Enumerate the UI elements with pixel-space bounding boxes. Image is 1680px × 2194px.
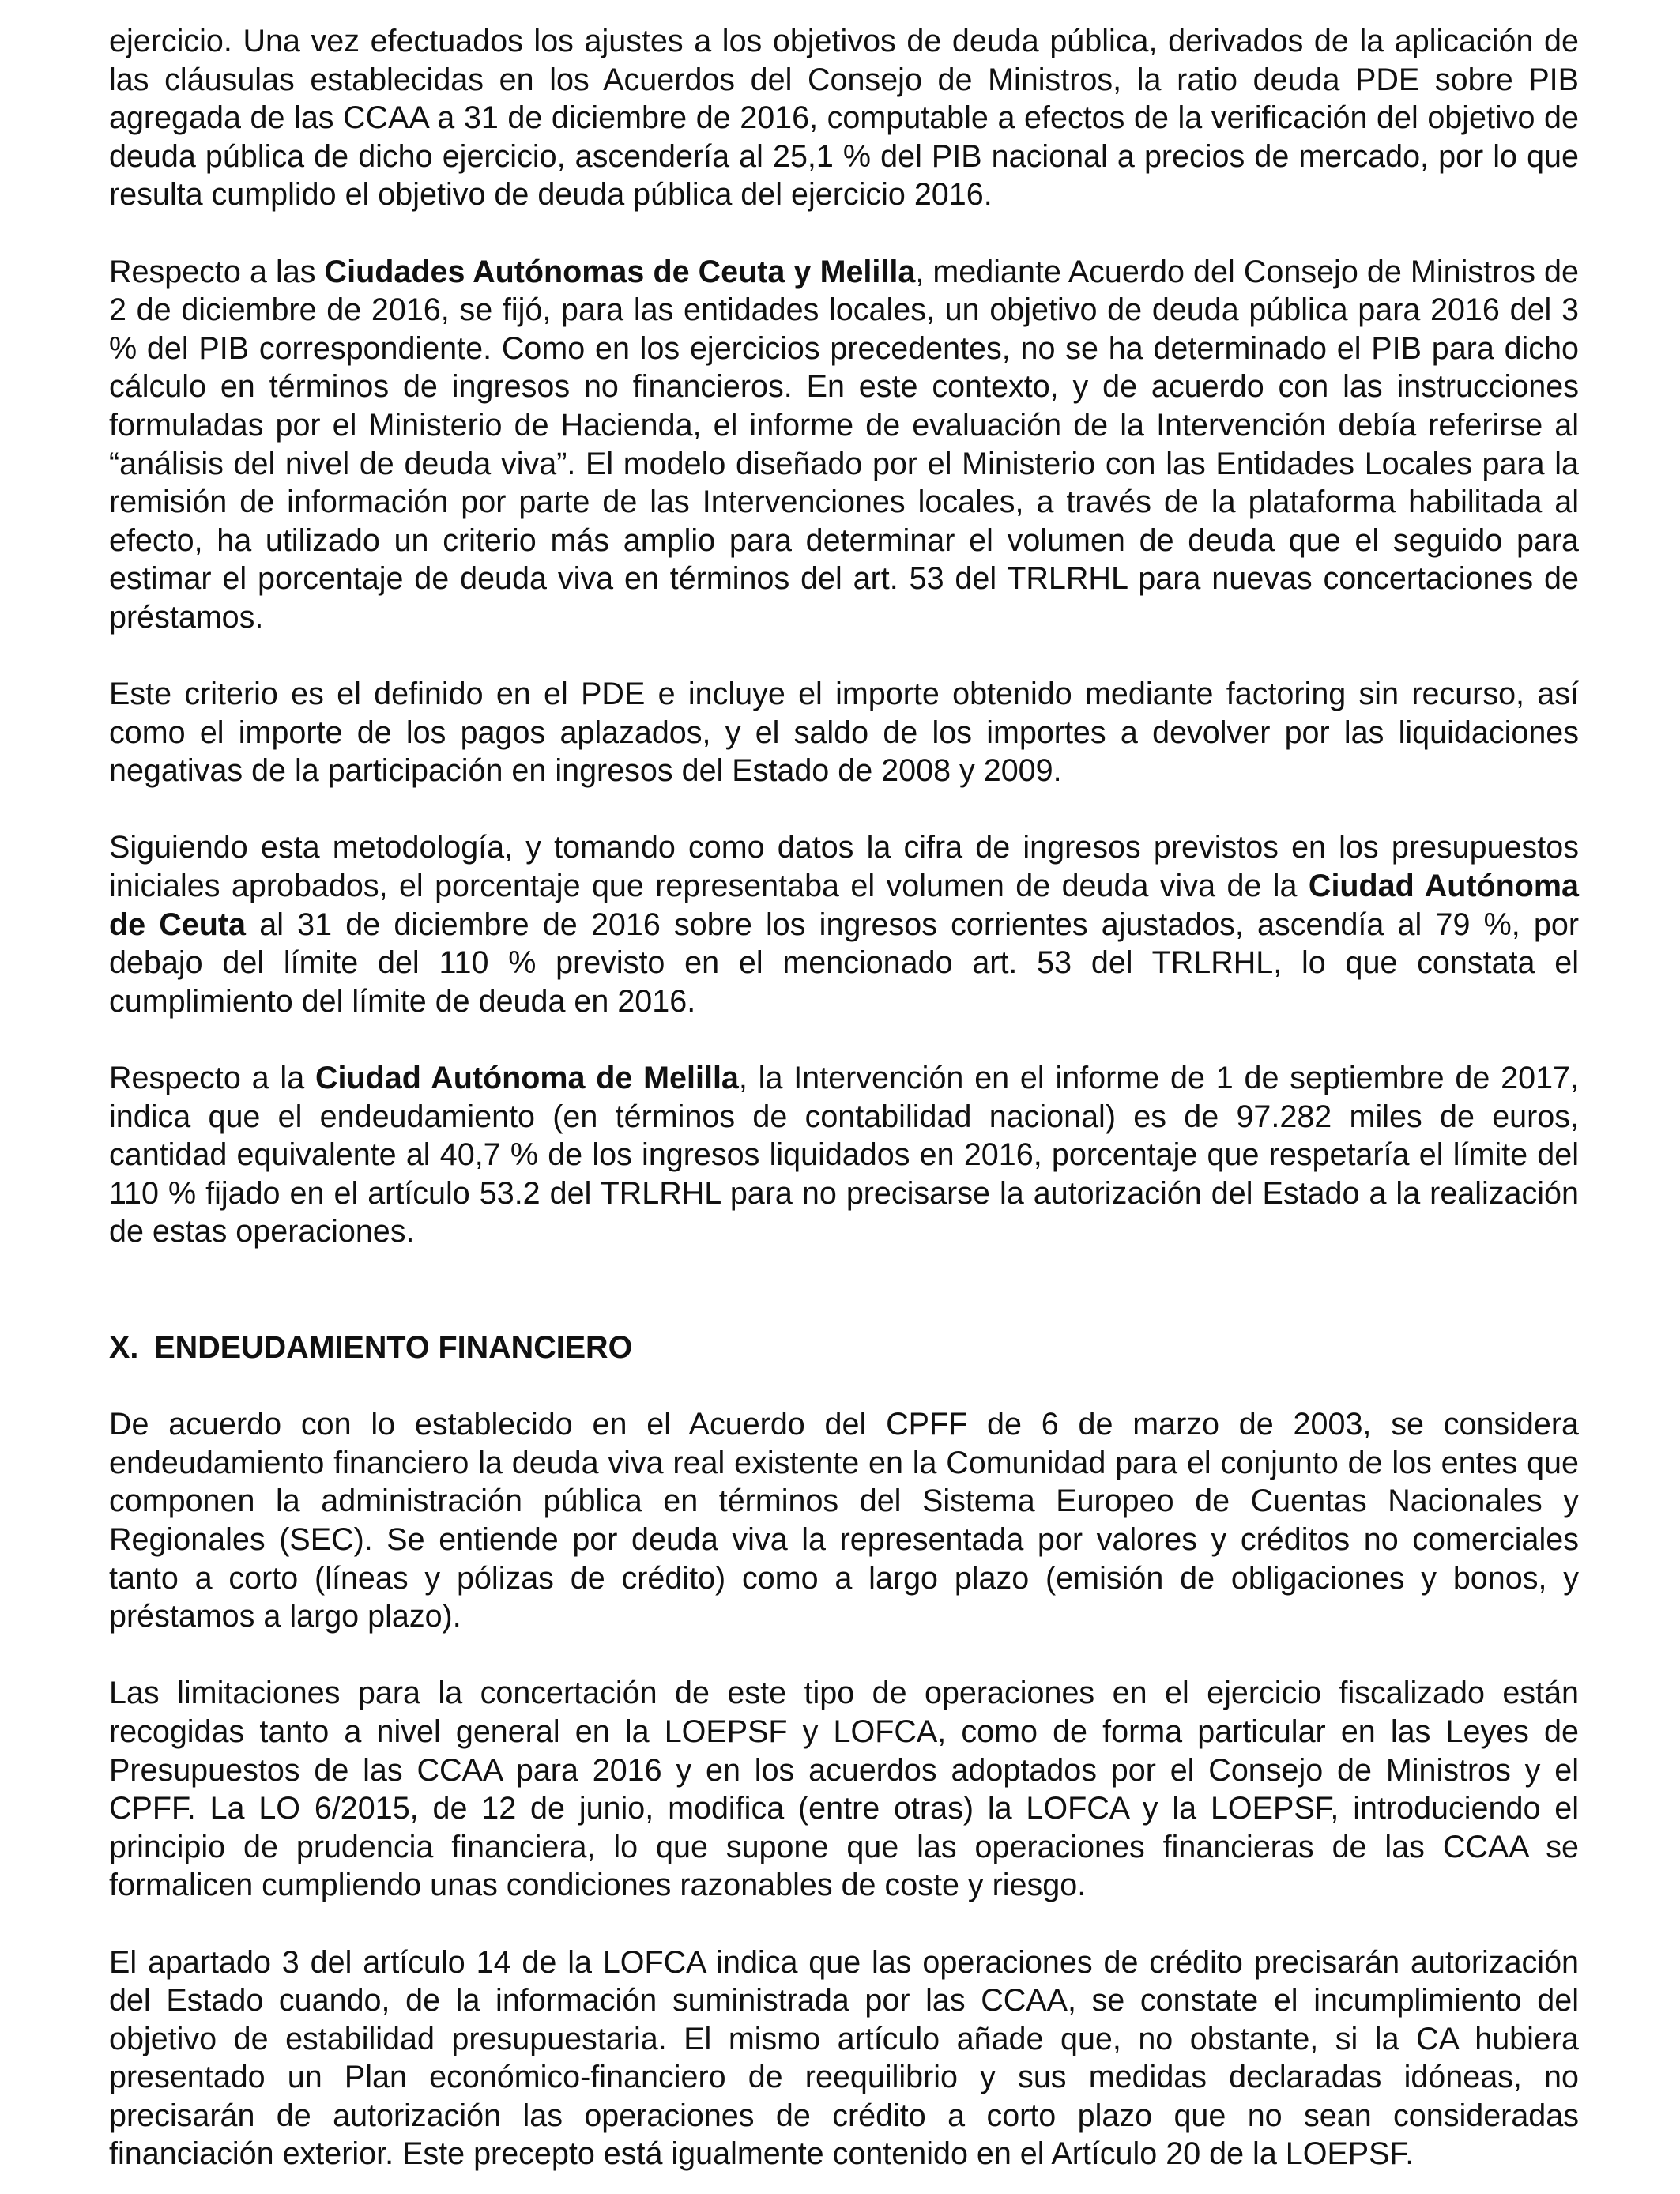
paragraph-text: , la Intervención en el informe de 1 de septiembre de 2017, indica que el endeudamiento (en términos de contabilidad nacional) es de 97.282 miles de euros, cantidad equivalente al 40,7 % de los ingresos liquidados en 2016, porcentaje que respetaría el límite del 110 % fijado en el artículo 53.2 del TRLRHL para no precisarse la autorización del Estado a la realización de estas operaciones. [109, 1061, 1579, 1250]
document-page [109, 22, 1579, 2173]
bold-term-melilla: Ciudad Autónoma de Melilla [315, 1061, 739, 1096]
paragraph-text: Siguiendo esta metodología, y tomando como datos la cifra de ingresos previstos en los presupuestos iniciales aprobados, el porcentaje que representaba el volumen de deuda viva de la [109, 830, 1579, 904]
bold-term-ceuta: Ciudad Autónoma de Ceuta [109, 869, 1579, 942]
section-number: X. [109, 1330, 139, 1365]
paragraph-criterio-pde: Este criterio es el definido en el PDE e incluye el importe obtenido mediante factoring sin recurso, así como el importe de los pagos aplazados, y el saldo de los importes a devolver por las liquidaciones negativas de la participación en ingresos del Estado de 2008 y 2009. [109, 677, 1579, 789]
paragraph-text: al 31 de diciembre de 2016 sobre los ingresos corrientes ajustados, ascendía al 79 %, por debajo del límite del 110 % previsto en el mencionado art. 53 del TRLRHL, lo que constata el cumplimiento del límite de deuda en 2016. [109, 907, 1579, 1019]
section-heading [109, 1329, 1579, 1367]
bold-term-ciudades-autonomas: Ciudades Autónomas de Ceuta y Melilla [324, 254, 916, 289]
paragraph-lofca-articulo-14: El apartado 3 del artículo 14 de la LOFCA indica que las operaciones de crédito precisarán autorización del Estado cuando, de la información suministrada por las CCAA, se constate el incumplimiento del objetivo de estabilidad presupuestaria. El mismo artículo añade que, no obstante, si la CA hubiera presentado un Plan económico-financiero de reequilibrio y sus medidas declaradas idóneas, no precisarán de autorización las operaciones de crédito a corto plazo que no sean consideradas financiación exterior. Este precepto está igualmente contenido en el Artículo 20 de la LOEPSF. [109, 1944, 1579, 2172]
paragraph-ceuta-deuda [109, 828, 1579, 1020]
paragraph-melilla-deuda [109, 1059, 1579, 1251]
paragraph-text: , mediante Acuerdo del Consejo de Ministros de 2 de diciembre de 2016, se fijó, para las entidades locales, un objetivo de deuda pública para 2016 del 3 % del PIB correspondiente. Como en los ejercicios precedentes, no se ha determinado el PIB para dicho cálculo en términos de ingresos no financieros. En este contexto, y de acuerdo con las instrucciones formuladas por el Ministerio de Hacienda, el informe de evaluación de la Intervención debía referirse al “análisis del nivel de deuda viva”. El modelo diseñado por el Ministerio con las Entidades Locales para la remisión de información por parte de las Intervenciones locales, a través de la plataforma habilitada al efecto, ha utilizado un criterio más amplio para determinar el volumen de deuda que el seguido para estimar el porcentaje de deuda viva en términos del art. 53 del TRLRHL para nuevas concertaciones de préstamos. [109, 254, 1579, 635]
paragraph-deuda-ccaa: ejercicio. Una vez efectuados los ajustes a los objetivos de deuda pública, derivados de la aplicación de las cláusulas establecidas en los Acuerdos del Consejo de Ministros, la ratio deuda PDE sobre PIB agregada de las CCAA a 31 de diciembre de 2016, computable a efectos de la verificación del objetivo de deuda pública de dicho ejercicio, ascendería al 25,1 % del PIB nacional a precios de mercado, por lo que resulta cumplido el objetivo de deuda pública del ejercicio 2016. [109, 24, 1579, 213]
section-title: ENDEUDAMIENTO FINANCIERO [154, 1330, 633, 1365]
paragraph-text: Respecto a las [109, 254, 325, 289]
paragraph-text: Respecto a la [109, 1061, 315, 1096]
paragraph-definicion-endeudamiento: De acuerdo con lo establecido en el Acuerdo del CPFF de 6 de marzo de 2003, se considera endeudamiento financiero la deuda viva real existente en la Comunidad para el conjunto de los entes que componen la administración pública en términos del Sistema Europeo de Cuentas Nacionales y Regionales (SEC). Se entiende por deuda viva la representada por valores y créditos no comerciales tanto a corto (líneas y pólizas de crédito) como a largo plazo (emisión de obligaciones y bonos, y préstamos a largo plazo). [109, 1407, 1579, 1634]
paragraph-limitaciones: Las limitaciones para la concertación de este tipo de operaciones en el ejercicio fiscalizado están recogidas tanto a nivel general en la LOEPSF y LOFCA, como de forma particular en las Leyes de Presupuestos de las CCAA para 2016 y en los acuerdos adoptados por el Consejo de Ministros y el CPFF. La LO 6/2015, de 12 de junio, modifica (entre otras) la LOFCA y la LOEPSF, introduciendo el principio de prudencia financiera, lo que supone que las operaciones financieras de las CCAA se formalicen cumpliendo unas condiciones razonables de coste y riesgo. [109, 1676, 1579, 1903]
paragraph-ceuta-melilla-objetivo [109, 253, 1579, 637]
